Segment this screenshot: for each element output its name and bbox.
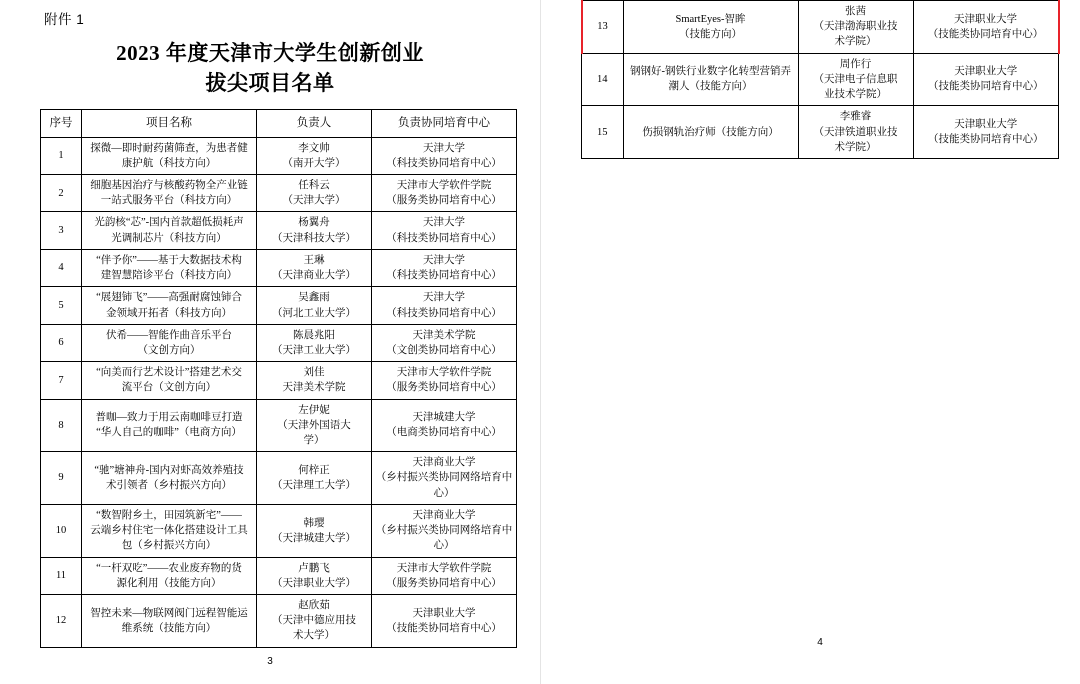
- table-row: [41, 557, 517, 594]
- cell-leader-line: （天津城建大学）: [272, 532, 356, 544]
- cell-leader-line: （南开大学）: [282, 157, 346, 169]
- cell-no-line: 3: [58, 225, 64, 237]
- cell-project-line: “展翅铈飞”——高强耐腐蚀铈合: [96, 292, 242, 304]
- cell-unit-line: 天津大学: [423, 292, 465, 304]
- cell-leader-line: 杨翼舟: [298, 217, 330, 229]
- cell-leader: [798, 106, 913, 159]
- cell-no-line: 12: [55, 615, 67, 627]
- cell-no: [41, 452, 82, 505]
- cell-no: [41, 249, 82, 286]
- cell-unit: [372, 324, 517, 361]
- cell-no-line: 10: [55, 525, 67, 537]
- cell-no: [41, 212, 82, 249]
- cell-leader-line: （天津电子信息职: [813, 73, 898, 85]
- cell-project-line: 细胞基因治疗与核酸药物全产业链: [90, 179, 248, 191]
- cell-no: [41, 399, 82, 452]
- cell-project-line: 云端乡村住宅一体化搭建设计工具: [90, 525, 248, 537]
- table-row: [41, 324, 517, 361]
- cell-project: [82, 595, 257, 648]
- cell-unit: [372, 595, 517, 648]
- cell-unit-line: 心）: [433, 540, 455, 552]
- cell-leader-line: 何梓正: [298, 464, 330, 476]
- cell-unit-line: （乡村振兴类协同网络培育中: [375, 472, 513, 484]
- cell-no-line: 14: [597, 73, 608, 85]
- cell-project-line: 建智慧陪诊平台（科技方向）: [100, 270, 238, 282]
- cell-unit-line: （科技类协同培育中心）: [386, 307, 502, 319]
- cell-leader-line: （天津铁道职业技: [813, 126, 898, 138]
- cell-leader: [257, 452, 372, 505]
- table-row: [41, 249, 517, 286]
- page-left: [0, 0, 520, 684]
- cell-leader-line: 术学院）: [834, 141, 877, 153]
- cell-leader-line: 任科云: [298, 179, 330, 191]
- cell-leader-line: 周作行: [839, 58, 872, 70]
- cell-no-line: 4: [58, 262, 64, 274]
- cell-unit: [913, 1, 1059, 54]
- table-row: [582, 53, 1059, 106]
- cell-leader: [257, 324, 372, 361]
- project-table-left: [40, 109, 517, 648]
- cell-unit-line: 天津美术学院: [412, 329, 476, 341]
- cell-project-line: 金领域开拓者（科技方向）: [106, 307, 232, 319]
- cell-leader: [798, 1, 913, 54]
- cell-project-line: 一站式服务平台（科技方向）: [100, 195, 238, 207]
- cell-unit-line: （服务类协同培育中心）: [386, 577, 502, 589]
- cell-project-line: 康护航（科技方向）: [121, 157, 217, 169]
- cell-project-line: 术引领者（乡村振兴方向）: [106, 480, 232, 492]
- cell-project-line: 钢钢好-钢铁行业数字化转型营销弄: [630, 66, 791, 78]
- cell-unit: [372, 287, 517, 324]
- cell-leader: [257, 362, 372, 399]
- table-row: [41, 362, 517, 399]
- cell-unit: [372, 362, 517, 399]
- cell-leader: [257, 399, 372, 452]
- cell-leader-line: 业技术学院）: [824, 89, 887, 101]
- cell-leader: [257, 504, 372, 557]
- col-header-leader: 负责人: [257, 109, 372, 137]
- table-row: [41, 137, 517, 174]
- cell-leader-line: 陈晨兆阳: [293, 329, 335, 341]
- project-table-right: [581, 0, 1060, 159]
- cell-project: [623, 53, 798, 106]
- cell-no: [41, 557, 82, 594]
- cell-no-line: 15: [597, 126, 608, 138]
- cell-unit-line: 心）: [433, 487, 455, 499]
- cell-no-line: 2: [58, 187, 64, 199]
- cell-unit-line: 天津职业大学: [954, 13, 1017, 25]
- cell-project: [82, 362, 257, 399]
- cell-unit: [372, 137, 517, 174]
- cell-project-line: “数智附乡土，田园筑新宅”——: [96, 509, 242, 521]
- cell-unit: [913, 53, 1059, 106]
- cell-unit-line: 天津职业大学: [954, 66, 1018, 78]
- cell-unit-line: 天津商业大学: [412, 457, 476, 469]
- col-header-project: 项目名称: [82, 109, 257, 137]
- cell-unit-line: （科技类协同培育中心）: [386, 157, 502, 169]
- cell-project-line: 光韵核“芯”-国内首款超低损耗声: [94, 217, 244, 229]
- cell-project-line: “驰”塘神舟-国内对虾高效养殖技: [94, 464, 244, 476]
- table-row: [41, 174, 517, 211]
- cell-no: [41, 362, 82, 399]
- cell-project-line: 维系统（技能方向）: [121, 622, 217, 634]
- cell-unit-line: 天津大学: [423, 254, 465, 266]
- cell-unit: [913, 106, 1059, 159]
- cell-unit-line: （技能类协同培育中心）: [386, 622, 502, 634]
- cell-leader-line: 术学院）: [834, 36, 877, 48]
- cell-no: [41, 324, 82, 361]
- cell-project: [82, 212, 257, 249]
- cell-project-line: 流平台（文创方向）: [121, 382, 217, 394]
- page-number-left: 3: [267, 655, 273, 667]
- cell-unit: [372, 452, 517, 505]
- page-number-right: 4: [817, 636, 823, 648]
- cell-leader-line: 李雅睿: [839, 111, 872, 123]
- cell-leader-line: 术大学）: [293, 630, 335, 642]
- cell-unit-line: 天津大学: [423, 217, 465, 229]
- table-row: [582, 1, 1059, 54]
- cell-project-line: 探微—即时耐药菌筛查，为患者健: [90, 142, 248, 154]
- cell-project: [623, 106, 798, 159]
- cell-unit-line: 天津大学: [423, 142, 465, 154]
- cell-project: [623, 1, 798, 54]
- cell-leader: [257, 137, 372, 174]
- cell-project-line: 光调制芯片（科技方向）: [111, 232, 227, 244]
- cell-leader-line: 天津美术学院: [282, 382, 346, 394]
- cell-unit: [372, 399, 517, 452]
- cell-leader-line: 赵欣茹: [298, 600, 330, 612]
- cell-leader-line: （天津渤海职业技: [813, 21, 898, 33]
- cell-no: [41, 174, 82, 211]
- cell-no-line: 5: [58, 299, 64, 311]
- cell-leader-line: （天津商业大学）: [272, 270, 356, 282]
- cell-unit-line: 天津市大学软件学院: [396, 367, 492, 379]
- cell-unit-line: 天津职业大学: [954, 118, 1018, 130]
- cell-leader: [257, 212, 372, 249]
- cell-leader-line: 刘佳: [303, 367, 325, 379]
- cell-leader: [257, 287, 372, 324]
- cell-no-line: 11: [55, 570, 67, 582]
- cell-no: [41, 137, 82, 174]
- cell-project: [82, 174, 257, 211]
- cell-project: [82, 452, 257, 505]
- cell-project-line: SmartEyes-智眸: [675, 13, 746, 25]
- cell-unit-line: （乡村振兴类协同网络培育中: [375, 525, 513, 537]
- table-row: [41, 399, 517, 452]
- cell-leader-line: 王琳: [303, 254, 325, 266]
- cell-unit: [372, 249, 517, 286]
- cell-leader: [257, 557, 372, 594]
- cell-unit-line: 天津城建大学: [412, 412, 476, 424]
- table-header-row: [41, 109, 517, 137]
- page-title-line2: 拔尖项目名单: [205, 71, 335, 96]
- cell-unit-line: 天津市大学软件学院: [396, 562, 492, 574]
- right-page-blank-area: [580, 159, 1060, 629]
- cell-project-line: 包（乡村振兴方向）: [121, 540, 217, 552]
- page-right: [560, 0, 1080, 684]
- cell-project-line: “伴予你”——基于大数据技术构: [96, 254, 242, 266]
- cell-project: [82, 557, 257, 594]
- cell-leader-line: 张茜: [845, 6, 866, 17]
- cell-project-line: 伏希——智能作曲音乐平台: [106, 329, 232, 341]
- cell-leader-line: （天津理工大学）: [272, 480, 356, 492]
- cell-leader-line: （天津大学）: [282, 195, 346, 207]
- cell-leader-line: （河北工业大学）: [272, 307, 356, 319]
- cell-project: [82, 137, 257, 174]
- cell-no: [41, 595, 82, 648]
- cell-unit-line: （技能类协同培育中心）: [927, 28, 1044, 40]
- cell-project-line: “向美而行艺术设计”搭建艺术交: [96, 367, 242, 379]
- cell-leader-line: （天津科技大学）: [272, 232, 356, 244]
- cell-leader-line: 左伊妮: [298, 404, 330, 416]
- cell-no: [41, 504, 82, 557]
- table-row: [41, 212, 517, 249]
- cell-no: [41, 287, 82, 324]
- page-title: [40, 38, 500, 99]
- cell-no: [582, 106, 624, 159]
- cell-unit-line: （文创类协同培育中心）: [386, 344, 502, 356]
- cell-project-line: （技能方向）: [679, 28, 742, 40]
- table-row: [582, 106, 1059, 159]
- cell-leader-line: 李文帅: [298, 142, 330, 154]
- cell-leader: [257, 174, 372, 211]
- cell-unit-line: 天津职业大学: [412, 607, 476, 619]
- cell-unit-line: （技能类协同培育中心）: [928, 134, 1044, 146]
- cell-leader: [257, 249, 372, 286]
- cell-leader-line: （天津工业大学）: [272, 344, 356, 356]
- cell-project-line: “一杆双吃”——农业废弃物的货: [96, 562, 242, 574]
- cell-no: [582, 1, 624, 54]
- cell-unit: [372, 174, 517, 211]
- cell-project: [82, 287, 257, 324]
- cell-project-line: 源化利用（技能方向）: [116, 577, 222, 589]
- cell-unit-line: （技能类协同培育中心）: [928, 81, 1044, 93]
- cell-unit-line: （科技类协同培育中心）: [386, 270, 502, 282]
- cell-no-line: 7: [58, 374, 64, 386]
- cell-leader-line: 吴鑫雨: [298, 292, 330, 304]
- table-row: [41, 504, 517, 557]
- cell-unit-line: 天津商业大学: [412, 509, 476, 521]
- cell-project-line: （文创方向）: [137, 344, 201, 356]
- cell-unit-line: （电商类协同培育中心）: [386, 427, 502, 439]
- table-row: [41, 595, 517, 648]
- cell-leader-line: 韩璎: [303, 517, 325, 529]
- col-header-no: 序号: [41, 109, 82, 137]
- cell-leader-line: （天津中德应用技: [272, 615, 356, 627]
- cell-unit: [372, 212, 517, 249]
- cell-unit-line: 天津市大学软件学院: [396, 179, 492, 191]
- page-title-line1: 2023 年度天津市大学生创新创业: [116, 41, 424, 65]
- cell-unit: [372, 557, 517, 594]
- cell-no-line: 9: [58, 472, 64, 484]
- cell-leader: [257, 595, 372, 648]
- cell-leader: [798, 53, 913, 106]
- cell-project-line: “华人自己的咖啡”（电商方向）: [96, 427, 242, 439]
- cell-project: [82, 324, 257, 361]
- cell-project-line: 伤损钢轨治疗师（技能方向）: [642, 126, 779, 138]
- cell-leader-line: （天津外国语大: [277, 419, 351, 431]
- cell-project: [82, 249, 257, 286]
- cell-unit-line: （服务类协同培育中心）: [386, 195, 502, 207]
- cell-no: [582, 53, 624, 106]
- cell-no-line: 1: [58, 150, 64, 162]
- attachment-label: 附件 1: [44, 12, 85, 27]
- cell-unit-line: （服务类协同培育中心）: [386, 382, 502, 394]
- cell-project-line: 普咖—致力于用云南咖啡豆打造: [95, 412, 243, 424]
- cell-no-line: 6: [58, 337, 64, 349]
- cell-leader-line: 卢鹏飞: [298, 562, 330, 574]
- cell-unit: [372, 504, 517, 557]
- col-header-unit: 负责协同培育中心: [372, 109, 517, 137]
- cell-project-line: 智控未来—物联网阀门远程智能运: [90, 607, 248, 619]
- table-row: [41, 287, 517, 324]
- page-divider: [540, 0, 541, 684]
- cell-unit-line: （科技类协同培育中心）: [386, 232, 502, 244]
- table-row: [41, 452, 517, 505]
- cell-no-line: 8: [58, 419, 64, 431]
- cell-project-line: 潮人（技能方向）: [668, 81, 753, 93]
- cell-no-line: 13: [597, 21, 608, 33]
- cell-project: [82, 504, 257, 557]
- cell-leader-line: 学）: [303, 435, 325, 447]
- cell-leader-line: （天津职业大学）: [272, 577, 356, 589]
- cell-project: [82, 399, 257, 452]
